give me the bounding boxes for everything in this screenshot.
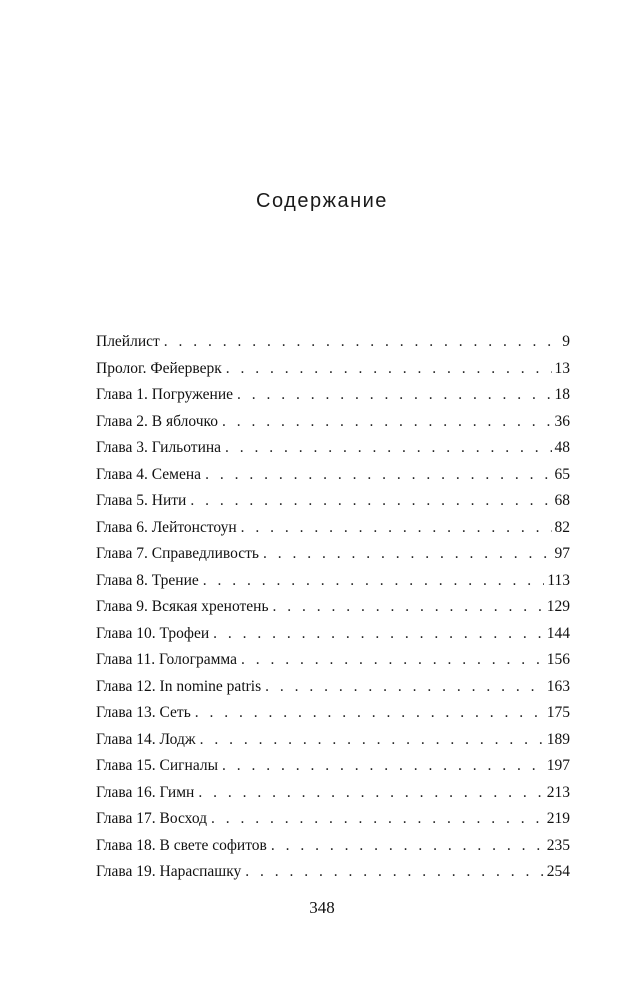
toc-entry-title: Глава 18. В свете софитов (96, 836, 267, 854)
toc-entry-page: 129 (546, 598, 570, 615)
toc-entry-title: Глава 19. Нараспашку (96, 863, 242, 880)
toc-entry (96, 413, 570, 440)
dot-leader (164, 333, 559, 351)
dot-leader (222, 413, 552, 431)
dot-leader (200, 731, 544, 749)
toc-entry-page: 13 (554, 359, 570, 377)
dot-leader (225, 439, 551, 457)
toc-entry-title: Глава 10. Трофеи (96, 624, 210, 642)
toc-entry (96, 810, 570, 837)
dot-leader (263, 545, 552, 563)
dot-leader (226, 360, 552, 378)
toc-entry-page: 189 (546, 730, 570, 748)
page-number: 348 (309, 898, 335, 917)
toc-entry-page: 144 (546, 624, 570, 642)
toc-entry (96, 439, 570, 466)
toc-entry-title: Глава 12. In nomine patris (96, 677, 262, 695)
toc-entry-page: 36 (554, 412, 570, 430)
toc-entry-title: Глава 13. Сеть (96, 704, 191, 721)
toc-entry (96, 545, 570, 572)
dot-leader (195, 704, 544, 722)
dot-leader (265, 678, 544, 696)
toc-entry-page: 156 (546, 651, 570, 668)
toc-entry (96, 863, 570, 890)
dot-leader (222, 757, 544, 775)
toc-entry-page: 113 (547, 571, 570, 589)
toc-entry (96, 572, 570, 599)
dot-leader (198, 784, 543, 802)
toc-entry (96, 333, 570, 360)
toc-entry-title: Пролог. Фейерверк (96, 359, 222, 377)
toc-entry-page: 82 (554, 518, 570, 536)
toc-entry-page: 219 (546, 810, 570, 827)
dot-leader (203, 572, 545, 590)
toc-entry-page: 163 (546, 677, 570, 695)
toc-entry-title: Глава 11. Голограмма (96, 651, 237, 668)
toc-entry-title: Глава 7. Справедливость (96, 545, 259, 562)
dot-leader (237, 386, 551, 404)
toc-entry-title: Глава 16. Гимн (96, 783, 195, 801)
toc-entry-page: 18 (554, 386, 570, 403)
dot-leader (271, 837, 544, 855)
dot-leader (241, 651, 544, 669)
toc-entry (96, 625, 570, 652)
toc-entry (96, 704, 570, 731)
toc-entry-title: Глава 9. Всякая хренотень (96, 598, 269, 615)
toc-entry (96, 386, 570, 413)
toc-entry (96, 492, 570, 519)
toc-entry (96, 519, 570, 546)
toc-entry-page: 68 (554, 492, 570, 509)
toc-entry-title: Глава 14. Лодж (96, 730, 196, 748)
toc-entry-page: 197 (546, 757, 570, 774)
toc-entry-title: Глава 15. Сигналы (96, 757, 218, 774)
dot-leader (241, 519, 552, 537)
toc-entry (96, 757, 570, 784)
toc-entry-page: 235 (546, 836, 570, 854)
toc-entry-page: 213 (546, 783, 570, 801)
toc-entry-title: Глава 6. Лейтонстоун (96, 518, 237, 536)
toc-entry (96, 731, 570, 758)
dot-leader (211, 810, 544, 828)
toc-entry (96, 360, 570, 387)
toc-entry (96, 837, 570, 864)
toc-entry-title: Глава 2. В яблочко (96, 412, 218, 430)
toc-entry-page: 97 (554, 545, 570, 562)
toc-entry (96, 678, 570, 705)
toc-entry-title: Глава 5. Нити (96, 492, 187, 509)
toc-entry (96, 598, 570, 625)
toc-entry (96, 651, 570, 678)
dot-leader (273, 598, 544, 616)
toc-entry-title: Глава 1. Погружение (96, 386, 234, 403)
toc-entry-page: 254 (546, 863, 570, 880)
dot-leader (213, 625, 544, 643)
toc-entry-title: Глава 3. Гильотина (96, 439, 222, 456)
dot-leader (205, 466, 551, 484)
table-of-contents (96, 333, 570, 890)
toc-entry-page: 65 (554, 465, 570, 483)
toc-entry-title: Глава 8. Трение (96, 571, 199, 589)
toc-entry-page: 175 (546, 704, 570, 721)
toc-entry-title: Глава 17. Восход (96, 810, 208, 827)
dot-leader (190, 492, 551, 510)
toc-entry-page: 48 (554, 439, 570, 456)
toc-entry-title: Плейлист (96, 333, 160, 350)
toc-entry-page: 9 (562, 333, 570, 350)
dot-leader (245, 863, 543, 881)
toc-entry-title: Глава 4. Семена (96, 465, 202, 483)
toc-entry (96, 466, 570, 493)
toc-entry (96, 784, 570, 811)
page-title: Содержание (256, 190, 388, 212)
